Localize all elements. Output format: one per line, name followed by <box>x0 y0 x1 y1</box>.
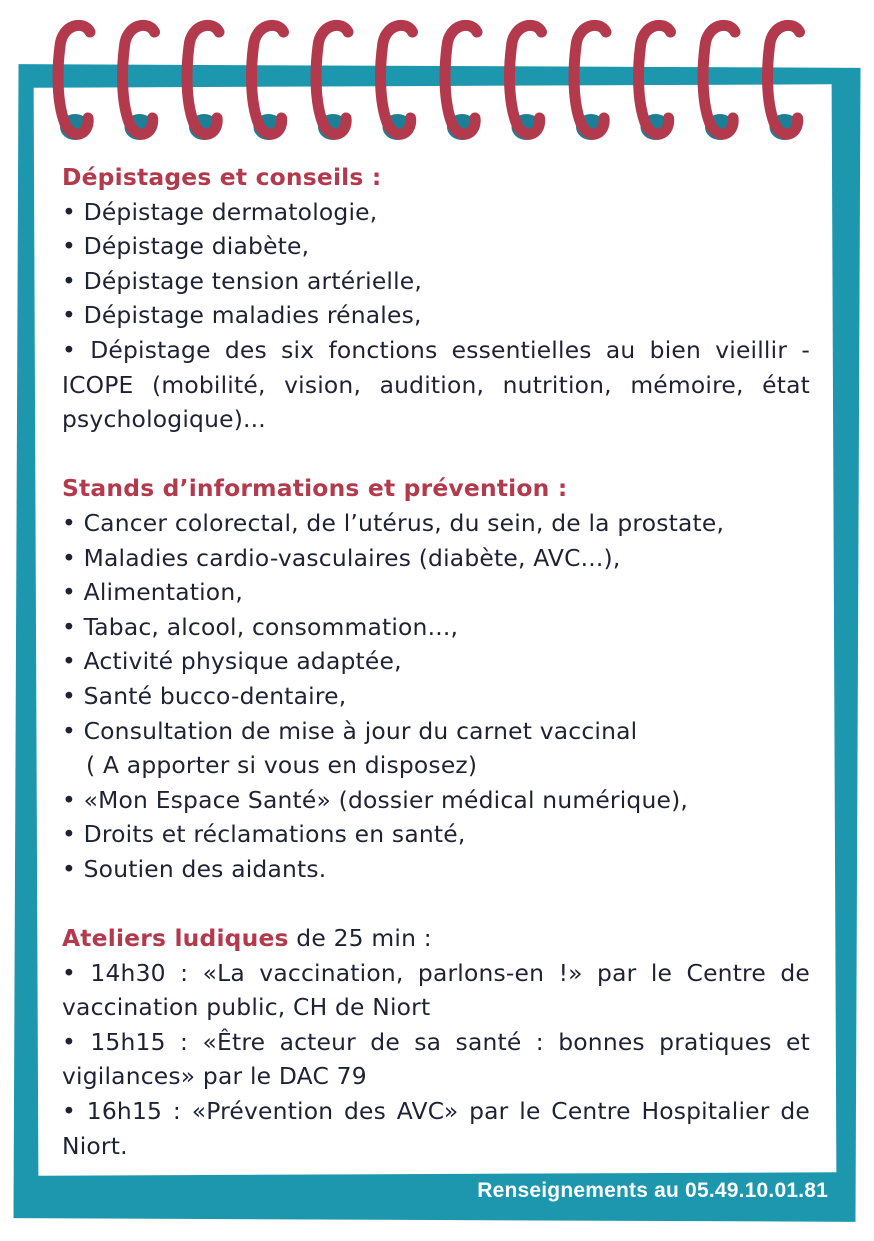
stands-item: • Soutien des aidants. <box>62 854 327 883</box>
workshops-heading-title: Ateliers ludiques <box>62 924 289 953</box>
stands-item: • Activité physique adaptée, <box>62 647 402 676</box>
notepad-content <box>62 160 810 1163</box>
stands-item: • Droits et réclamations en santé, <box>62 820 466 849</box>
screening-item: • Dépistage des six fonctions essentielles au bien vieillir - ICOPE (mobilité, vision, audition, nutrition, mémoire, état psychologique)... <box>62 335 810 434</box>
stands-item-note: ( A apporter si vous en disposez) <box>86 751 478 780</box>
stands-list <box>62 506 810 887</box>
workshops-item: • 16h15 : «Prévention des AVC» par le Centre Hospitalier de Niort. <box>62 1097 810 1160</box>
stands-item: • Consultation de mise à jour du carnet vaccinal <box>62 716 638 745</box>
workshops-heading-suffix: de 25 min : <box>288 924 432 953</box>
workshops-list <box>62 956 810 1164</box>
workshops-section <box>62 921 810 1163</box>
stands-item: • Santé bucco-dentaire, <box>62 681 347 710</box>
screening-item: • Dépistage tension artérielle, <box>62 266 423 295</box>
stands-item: • Tabac, alcool, consommation..., <box>62 612 459 641</box>
screening-item: • Dépistage diabète, <box>62 232 310 261</box>
stands-item: • Maladies cardio-vasculaires (diabète, AVC...), <box>62 543 621 572</box>
stands-heading: Stands d’informations et prévention : <box>62 474 568 503</box>
workshops-item: • 14h30 : «La vaccination, parlons-en !» par le Centre de vaccination public, CH de Niort <box>62 958 810 1022</box>
screening-item: • Dépistage dermatologie, <box>62 197 378 226</box>
stands-item: • Cancer colorectal, de l’utérus, du sein, de la prostate, <box>62 508 725 537</box>
stands-item: • Alimentation, <box>62 578 243 607</box>
screening-heading: Dépistages et conseils : <box>62 163 382 191</box>
stands-item: • «Mon Espace Santé» (dossier médical numérique), <box>62 785 689 814</box>
workshops-heading <box>62 921 810 956</box>
screening-section <box>62 160 810 437</box>
contact-footer: Renseignements au 05.49.10.01.81 <box>477 1179 828 1202</box>
screening-item: • Dépistage maladies rénales, <box>62 301 422 330</box>
workshops-item: • 15h15 : «Être acteur de sa santé : bonnes pratiques et vigilances» par le DAC 79 <box>62 1027 810 1091</box>
screening-list <box>62 195 810 437</box>
stands-section <box>62 471 810 886</box>
